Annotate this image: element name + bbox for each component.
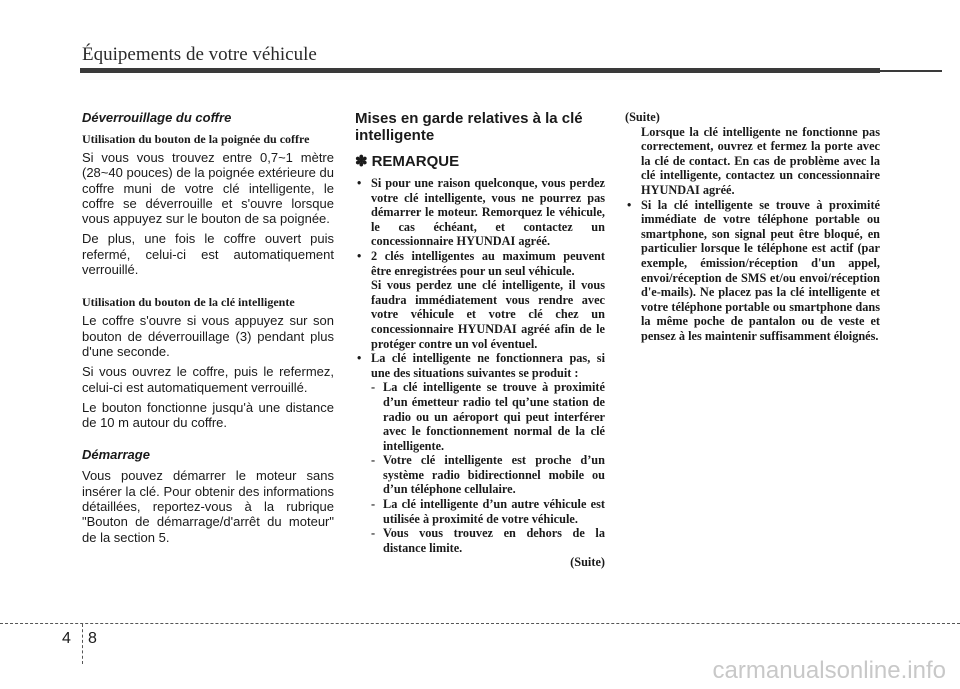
paragraph: Le coffre s'ouvre si vous appuyez sur son bouton de déverrouillage (3) pendant plus d'une seconde. [82, 313, 334, 359]
remarque-label: REMARQUE [371, 152, 460, 170]
subtitle-smart-key-button: Utilisation du bouton de la clé intelligente [82, 295, 295, 310]
suite-label: (Suite) [625, 110, 660, 124]
section-title-start: Démarrage [82, 447, 150, 463]
footer-divider [82, 624, 83, 664]
list-item: • Si pour une raison quelconque, vous perdez votre clé intelligente, vous ne pourrez pas démarrer le moteur. Remorquez le véhicule, le cas échéant, et contactez un concessionnaire HYUNDAI agréé. [357, 176, 605, 249]
bullet-icon: • [627, 197, 632, 212]
remarque-list-continued [625, 198, 880, 344]
list-item: - La clé intelligente se trouve à proximité d’un émetteur radio tel qu’une station de radio ou un aéroport qui peut interférer avec le fonctionnement normal de la clé intelligente. [371, 380, 605, 453]
paragraph: De plus, une fois le coffre ouvert puis refermé, celui-ci est automatiquement verrouillé. [82, 231, 334, 278]
paragraph: Le bouton fonctionne jusqu'à une distance de 10 m autour du coffre. [82, 399, 334, 431]
header-rule [80, 68, 880, 73]
list-item: • Si la clé intelligente se trouve à proximité immédiate de votre téléphone portable ou smartphone, son signal peut être bloqué, en particulier lorsque le téléphone est actif (par exemple, émission/réception d'un appel, envoi/réception de SMS et/ou envoi/réception d'e-mails). Ne placez pas la clé intelligente et votre téléphone portable ou smartphone dans la même poche de pantalon ou de veste et pensez à les maintenir suffisamment éloignés. [627, 197, 880, 343]
bullet-icon: • [357, 248, 362, 263]
list-item: • 2 clés intelligentes au maximum peuvent être enregistrées pour un seul véhicule. Si vous perdez une clé intelligente, il vous faudra immédiatement vous rendre avec votre véhicule et votre clé chez un concessionnaire HYUNDAI agréé afin de le protéger contre un vol éventuel. [357, 248, 605, 351]
paragraph: Lorsque la clé intelligente ne fonctionne pas correctement, ouvrez et fermez la porte avec la clé de contact. En cas de problème avec la clé intelligente, contactez un concessionnaire HYUNDAI agréé. [641, 124, 880, 197]
page-number: 8 [88, 630, 97, 647]
header-rule-thin [878, 70, 942, 72]
list-item: - Votre clé intelligente est proche d’un système radio bidirectionnel mobile ou d’un téléphone cellulaire. [371, 453, 605, 497]
paragraph: Si vous vous trouvez entre 0,7~1 mètre (28~40 pouces) de la poignée extérieure du coffre muni de votre clé intelligente, le coffre se déverrouille et s'ouvre lorsque vous appuyez sur le bouton de sa poignée. [82, 150, 334, 227]
chapter-number: 4 [62, 630, 71, 647]
section-title-smart-key-warnings: Mises en garde relatives à la clé intelligente [355, 110, 583, 144]
page-header-title: Équipements de votre véhicule [82, 44, 317, 65]
list-item: - La clé intelligente d’un autre véhicule est utilisée à proximité de votre véhicule. [371, 497, 605, 526]
list-item: - Vous vous trouvez en dehors de la distance limite. [371, 526, 605, 555]
watermark: carmanualsonline.info [712, 657, 946, 684]
list-item: • La clé intelligente ne fonctionnera pas, si une des situations suivantes se produit : - La clé intelligente se trouve à proximité d’un émetteur radio tel qu’une station de radio ou un aéroport qui peut interférer avec le fonctionnement normal de la clé intelligente. - Votre clé intelligente est proche d’un système radio bidirectionnel mobile ou d’un téléphone cellulaire. - La clé intelligente d’un autre véhicule est utilisée à proximité de votre véhicule. - Vous vous trouvez en dehors de la distance limite. [357, 351, 605, 555]
bullet-icon: • [357, 351, 362, 366]
paragraph: Si vous ouvrez le coffre, puis le refermez, celui-ci est automatiquement verrouillé. [82, 364, 334, 395]
suite-label: (Suite) [570, 555, 605, 570]
section-title-trunk-unlock: Déverrouillage du coffre [82, 110, 232, 125]
bullet-icon: • [357, 176, 362, 190]
remarque-list [355, 176, 605, 555]
footer-rule [0, 623, 960, 624]
asterisk-icon: ✽ [355, 153, 368, 170]
paragraph: Vous pouvez démarrer le moteur sans insérer la clé. Pour obtenir des informations détaillées, reportez-vous à la rubrique "Bouton de démarrage/d'arrêt du moteur" de la section 5. [82, 468, 334, 545]
subtitle-trunk-handle-button: Utilisation du bouton de la poignée du coffre [82, 132, 310, 146]
column-middle [355, 110, 605, 570]
column-right [625, 110, 880, 344]
remarque-heading [355, 152, 605, 170]
column-left [82, 110, 334, 550]
dash-list [371, 380, 605, 555]
